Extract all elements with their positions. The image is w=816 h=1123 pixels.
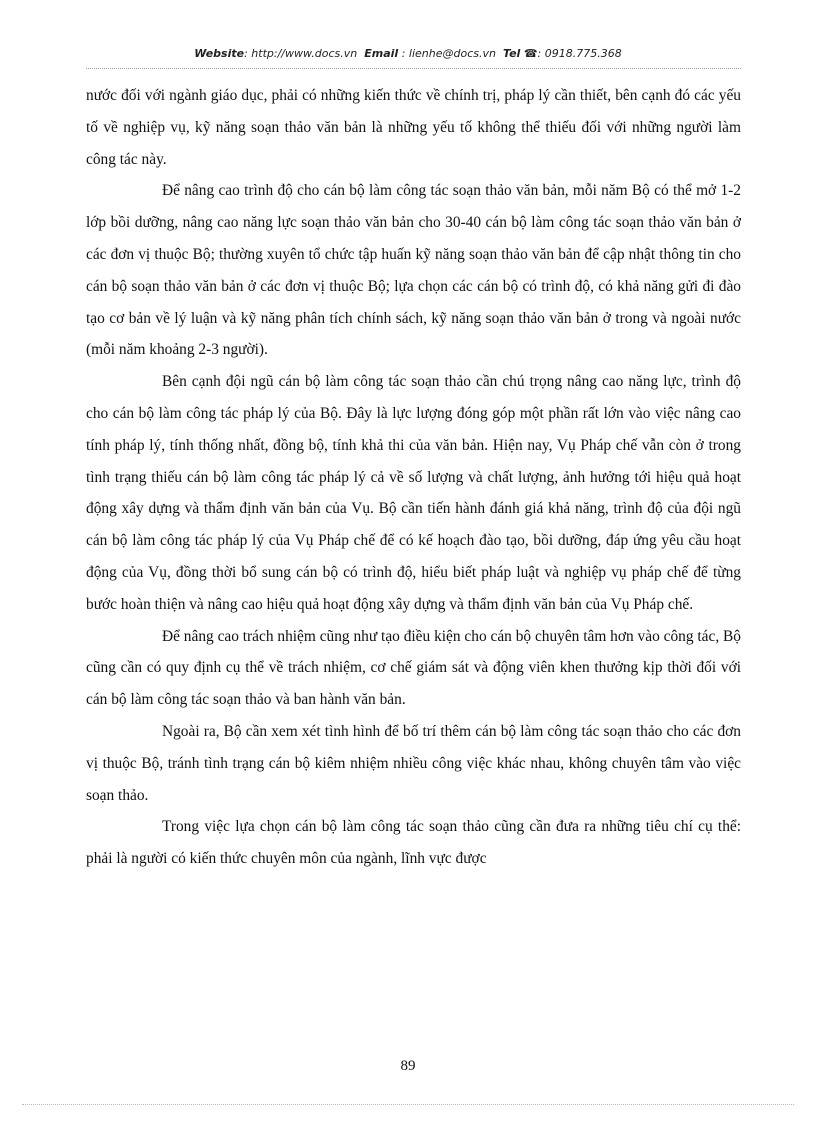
tel-value: : 0918.775.368 <box>537 47 622 60</box>
email-value: : lienhe@docs.vn <box>401 47 496 60</box>
paragraph: Bên cạnh đội ngũ cán bộ làm công tác soạn thảo cần chú trọng nâng cao năng lực, trình độ cho cán bộ làm công tác pháp lý của Bộ. Đây là lực lượng đóng góp một phần rất lớn vào việc nâng cao tính pháp lý, tính thống nhất, đồng bộ, tính khả thi của văn bản. Hiện nay, Vụ Pháp chế vẫn còn ở trong tình trạng thiếu cán bộ làm công tác pháp lý cả về số lượng và chất lượng, ảnh hưởng tới hiệu quả hoạt động xây dựng và thẩm định văn bản của Vụ. Bộ cần tiến hành đánh giá khả năng, trình độ của đội ngũ cán bộ làm công tác pháp lý của Vụ Pháp chế để có kế hoạch đào tạo, bồi dưỡng, đáp ứng yêu cầu hoạt động của Vụ, đồng thời bổ sung cán bộ có trình độ, hiểu biết pháp luật và nghiệp vụ pháp chế để từng bước hoàn thiện và nâng cao hiệu quả hoạt động xây dựng và thẩm định văn bản của Vụ Pháp chế. <box>86 373 741 613</box>
paragraph: Ngoài ra, Bộ cần xem xét tình hình để bố trí thêm cán bộ làm công tác soạn thảo cho các đơn vị thuộc Bộ, tránh tình trạng cán bộ kiêm nhiệm nhiều công việc khác nhau, không chuyên tâm vào việc soạn thảo. <box>86 722 741 804</box>
footer-divider <box>22 1104 794 1105</box>
website-label: Website <box>194 47 245 60</box>
website-value: : http://www.docs.vn <box>244 47 358 60</box>
page-header <box>0 47 816 60</box>
paragraph: nước đối với ngành giáo dục, phải có những kiến thức về chính trị, pháp lý cần thiết, bên cạnh đó các yếu tố về nghiệp vụ, kỹ năng soạn thảo văn bản là những yếu tố không thể thiếu đối với những người làm công tác này. <box>86 87 741 168</box>
paragraph: Để nâng cao trách nhiệm cũng như tạo điều kiện cho cán bộ chuyên tâm hơn vào công tác, Bộ cũng cần có quy định cụ thể về trách nhiệm, cơ chế giám sát và động viên khen thưởng kịp thời đối với cán bộ làm công tác soạn thảo và ban hành văn bản. <box>86 627 741 709</box>
paragraph: Để nâng cao trình độ cho cán bộ làm công tác soạn thảo văn bản, mỗi năm Bộ có thể mở 1-2 lớp bồi dưỡng, nâng cao năng lực soạn thảo văn bản cho 30-40 cán bộ làm công tác soạn thảo văn bản ở các đơn vị thuộc Bộ; thường xuyên tổ chức tập huấn kỹ năng soạn thảo văn bản để cập nhật thông tin cho cán bộ soạn thảo văn bản ở các đơn vị thuộc Bộ; lựa chọn các cán bộ có trình độ, có khả năng gửi đi đào tạo cơ bản về lý luận và kỹ năng phân tích chính sách, kỹ năng soạn thảo văn bản ở trong và ngoài nước (mỗi năm khoảng 2-3 người). <box>86 182 741 359</box>
phone-icon: ☎ <box>523 47 538 60</box>
header-divider <box>86 68 741 69</box>
body-text <box>86 80 741 875</box>
paragraph: Trong việc lựa chọn cán bộ làm công tác soạn thảo cũng cần đưa ra những tiêu chí cụ thể: phải là người có kiến thức chuyên môn của ngành, lĩnh vực được <box>86 818 741 868</box>
email-label: Email <box>364 47 399 60</box>
tel-label: Tel <box>502 47 521 60</box>
page-number: 89 <box>400 1058 416 1074</box>
